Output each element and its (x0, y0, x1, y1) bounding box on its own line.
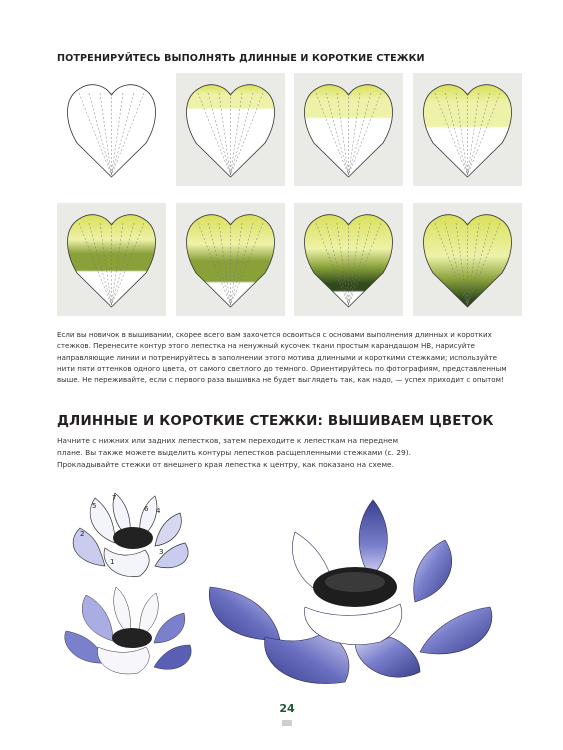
petal-svg (294, 73, 403, 186)
petal-svg (57, 73, 166, 186)
petal-svg (176, 73, 285, 186)
page-number: 24 (279, 702, 295, 715)
diagram-label-6: 6 (144, 505, 149, 513)
petal-svg (57, 203, 166, 316)
petal-svg (413, 73, 522, 186)
diagram-label-7: 7 (112, 494, 117, 502)
petal-step-6 (176, 203, 285, 316)
petal-step-2 (176, 73, 285, 186)
petal-svg (176, 203, 285, 316)
diagram-label-5: 5 (92, 502, 97, 510)
petal-step-3 (294, 73, 403, 186)
diagram-label-3: 3 (159, 548, 164, 556)
intro-paragraph: Если вы новичок в вышивании, скорее всего вам захочется освоиться с основами выполнения длинных и коротких стежков. Перенесите контур этого лепестка на ненужный кусочек ткани простым карандашом HB, нарисуйте направляющие линии и потренируйтесь в заполнении этого мотива длинными и короткими стежками; используйте нити пяти оттенков одного цвета, от самого светлого до темного. Ориентируйтесь по фотографиям, представленным выше. Не переживайте, если с первого раза вышивка не будет выглядеть так, как надо, — успех приходит с опытом! (57, 330, 507, 385)
numbered-petal-diagram (60, 488, 200, 580)
petal-step-4 (413, 73, 522, 186)
diagram-label-1: 1 (110, 558, 115, 566)
petal-step-5 (57, 203, 166, 316)
stitched-flower-large (205, 492, 500, 690)
petal-step-8 (413, 203, 522, 316)
section-heading-flower: ДЛИННЫЕ И КОРОТКИЕ СТЕЖКИ: ВЫШИВАЕМ ЦВЕТОК (57, 414, 494, 429)
petal-step-7 (294, 203, 403, 316)
diagram-label-2: 2 (80, 530, 85, 538)
petal-svg (413, 203, 522, 316)
page-number-bar (282, 720, 292, 726)
diagram-label-4: 4 (156, 507, 161, 515)
petal-step-1 (57, 73, 166, 186)
section-heading-practice: ПОТРЕНИРУЙТЕСЬ ВЫПОЛНЯТЬ ДЛИННЫЕ И КОРОТКИЕ СТЕЖКИ (57, 53, 425, 64)
stitched-flower-small (58, 583, 198, 678)
petal-svg (294, 203, 403, 316)
flower-instructions: Начните с нижних или задних лепестков, затем переходите к лепесткам на переднем плане. Вы также можете выделить контуры лепестков расщепленными стежками (с. 29). Прокладывайте стежки от внешнего края лепестка к центру, как показано на схеме. (57, 436, 411, 469)
